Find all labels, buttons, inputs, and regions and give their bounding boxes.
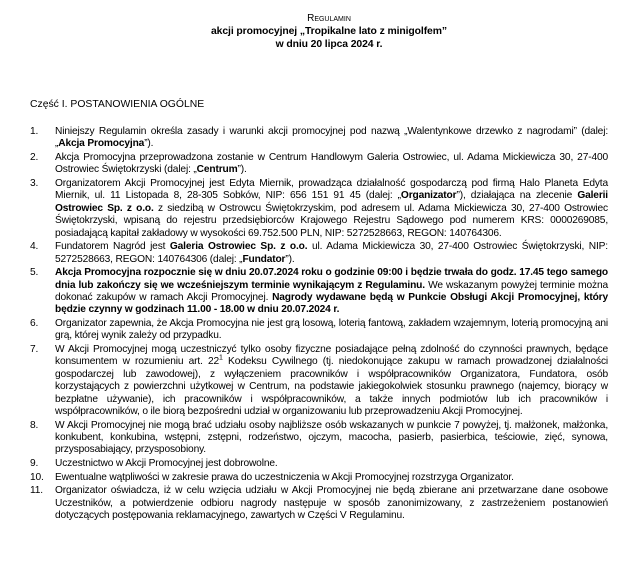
list-item-text: W Akcji Promocyjnej mogą uczestniczyć tylko osoby fizyczne posiadające pełną zdolność do czynności prawnych, będące konsumentem w rozumieniu art. 22 xyxy=(55,344,608,368)
list-item-text: Fundatorem Nagród jest xyxy=(55,241,170,253)
list-item-bold-text: Akcja Promocyjna rozpocznie się w dniu 20.07.2024 roku o godzinie 09:00 i będzie trwała do godz. 17.45 tego samego dnia lub zakończy się we wcześniejszym terminie wynikającym z Regulaminu. xyxy=(55,267,608,291)
list-item-number: 2. xyxy=(30,152,39,163)
list-item-bold-text: Galerii Ostrowiec Sp. z o.o. xyxy=(55,190,608,214)
list-item xyxy=(30,472,608,484)
list-item-number: 8. xyxy=(30,419,39,431)
list-item-number: 7. xyxy=(30,344,39,356)
list-item-bold-text: Galeria Ostrowiec Sp. z o.o. xyxy=(169,241,308,253)
list-item-text: ”). xyxy=(237,164,247,176)
list-item-bold-text: Centrum xyxy=(196,164,238,176)
list-item xyxy=(30,267,608,317)
list-item-bold-text: Nagrody wydawane będą w Punkcie Obsługi Akcji Promocyjnej, który będzie czynny w godzinach 11.00 - 18.00 w dniu 20.07.2024 r. xyxy=(55,292,608,316)
list-item-text: Akcja Promocyjna przeprowadzona zostanie w Centrum Handlowym Galeria Ostrowiec, ul. Adama Mickiewicza 30, 27-400 Ostrowiec Świętokrzyski (dalej: „ xyxy=(55,152,608,176)
list-item-number: 3. xyxy=(30,178,39,189)
rules-list xyxy=(30,126,608,522)
list-item-number: 6. xyxy=(30,318,39,330)
list-item-number: 9. xyxy=(30,458,39,470)
list-item-text: ”). xyxy=(144,138,154,150)
header-subtitle: akcji promocyjnej „Tropikalne lato z minigolfem” xyxy=(211,26,447,37)
document-header xyxy=(30,12,608,51)
list-item xyxy=(30,485,608,522)
list-item-number: 4. xyxy=(30,241,39,253)
list-item xyxy=(30,458,608,470)
list-item xyxy=(30,241,608,266)
list-item-text: 1 xyxy=(219,355,223,363)
list-item xyxy=(30,152,608,177)
list-item-text: We wskazanym powyżej terminie można dokonać zakupów w ramach Akcji Promocyjnej. xyxy=(55,279,608,304)
list-item-text: Niniejszy Regulamin określa zasady i warunki akcji promocyjnej pod nazwą „Walentynkowe drzewko z nagrodami” (dalej: „ xyxy=(55,126,608,150)
list-item-number: 11. xyxy=(30,485,43,497)
list-item-text: Kodeksu Cywilnego (tj. niedokonujące zakupu w ramach prowadzonej działalności gospodarczej lub zawodowej), z wyłączeniem pracowników i współpracowników Organizatora, Fundatora, osób korzystających z powierzchni użytkowej w Centrum, na podstawie jakiegokolwiek stosunku prawnego (najemcy, biorący w bezpłatne używanie), ich pracowników i współpracowników, a także innych podmiotów lub ich pracowników i współpracowników, o ile biorą bezpośredni udział w organizowaniu lub przeprowadzeniu Akcji Promocyjnej. xyxy=(55,356,608,418)
list-item-text: Ewentualne wątpliwości w zakresie prawa do uczestniczenia w Akcji Promocyjnej rozstrzyga Organizator. xyxy=(55,471,514,483)
list-item-text: Organizator oświadcza, iż w celu wzięcia udziału w Akcji Promocyjnej nie będą zbierane ani przetwarzane dane osobowe Uczestników, a potwierdzenie odbioru nagrody następuje w sposób zanonimizowany, z zastrzeżeniem postanowień dotyczących postępowania reklamacyjnego, zawartych w Części V Regulaminu. xyxy=(55,485,608,522)
list-item-number: 1. xyxy=(30,126,39,137)
list-item-bold-text: Organizator xyxy=(400,190,457,202)
list-item-text: ”). xyxy=(285,253,295,265)
list-item-text: z siedzibą w Ostrowcu Świętokrzyskim, pod adresem ul. Adama Mickiewicza 30, 27-400 Ostrowiec Świętokrzyski, wpisaną do rejestru przedsiębiorców Krajowego Rejestru Sądowego pod numerem KRS: 0000269085, posiadającą kapitał zakładowy w wysokości 69.752.500 PLN, NIP: 5272528663, REGON: 140764306. xyxy=(55,202,609,239)
list-item-number: 10. xyxy=(30,471,44,483)
list-item xyxy=(30,318,608,343)
list-item-text: ”), działająca na zlecenie xyxy=(456,190,578,202)
list-item xyxy=(30,178,608,240)
header-date: w dniu 20 lipca 2024 r. xyxy=(275,39,383,50)
header-title: Regulamin xyxy=(307,13,351,24)
list-item xyxy=(30,420,608,457)
section-title: Część I. POSTANOWIENIA OGÓLNE xyxy=(30,99,205,110)
list-item xyxy=(30,344,608,418)
list-item-text: Organizatorem Akcji Promocyjnej jest Edyta Miernik, prowadząca działalność gospodarczą pod firmą Halo Planeta Edyta Miernik, ul. 11 Listopada 8, 28-305 Sobków, NIP: 656 151 91 45 (dalej: „ xyxy=(55,178,608,202)
list-item-bold-text: Fundator xyxy=(242,253,286,265)
list-item-number: 5. xyxy=(30,267,39,279)
list-item-text: ul. Adama Mickiewicza 30, 27-400 Ostrowiec Świętokrzyski, NIP: 5272528663, REGON: 140764306 (dalej: „ xyxy=(55,241,608,265)
list-item xyxy=(30,126,608,151)
list-item-bold-text: Akcja Promocyjna xyxy=(58,138,145,150)
list-item-text: Uczestnictwo w Akcji Promocyjnej jest dobrowolne. xyxy=(55,458,278,470)
list-item-text: W Akcji Promocyjnej nie mogą brać udziału osoby najbliższe osób wskazanych w punkcie 7 powyżej, tj. małżonek, małżonka, konkubent, konkubina, wstępni, zstępni, rodzeństwo, ojczym, macocha, pasierb, pasierbica, teściowie, zięć, synowa, przysposabiający, przysposobiony. xyxy=(55,419,608,456)
list-item-text: Organizator zapewnia, że Akcja Promocyjna nie jest grą losową, loterią fantową, zakładem wzajemnym, loterią promocyjną ani grą, której wynik zależy od przypadku. xyxy=(55,318,608,342)
